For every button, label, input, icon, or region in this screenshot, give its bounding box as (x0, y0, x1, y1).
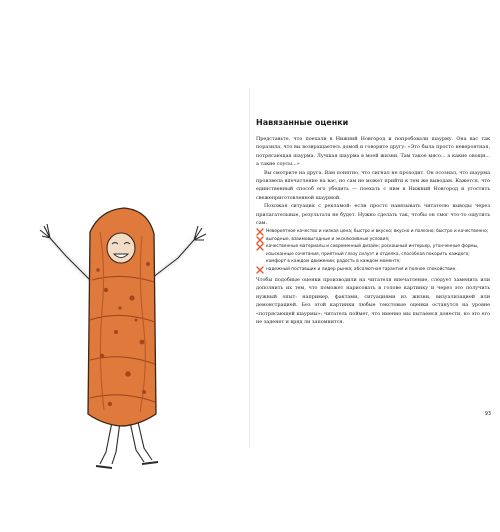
section-body (256, 135, 490, 326)
page-gutter (249, 88, 250, 448)
list-item-text: качественные материалы и современный дизайн; роскошный интерьер, утонченные формы, изысканные сочетания, приятный глазу силуэт и отделка, способная покорить каждого; комфорт в каждом движении; радость в каждом моменте; (266, 244, 479, 265)
list-item (256, 236, 490, 243)
list-item (256, 228, 490, 235)
list-item (256, 243, 490, 265)
paragraph-3: Похожая ситуация с рекламой: если просто навязывать читателю выводы через прилагательные, результата не будет. Нужно сделать так, чтобы он смог что-то ощутить сам. (256, 203, 490, 227)
right-leg (130, 422, 144, 462)
costume-drawing (40, 208, 206, 468)
list-item (256, 266, 490, 273)
page-number: 93 (484, 412, 491, 417)
list-item-text: надежный поставщик и лидер рынка; абсолютная гарантия и полное спокойствие. (266, 266, 457, 272)
paragraph-2: Вы смотрите на друга. Вам понятно, что сигнал не проходит. Он осознал, что шаурма произвела впечатление на вас, но сам не может прийти к тем же выводам. Кажется, что единственный способ его убедить — поехать с ним в Нижний Новгород и угостить свежеприготовленной шаурмой. (256, 169, 490, 201)
closing-paragraph: Чтобы подобные оценки производили на читателя впечатление, следует заменить или дополнить их тем, что поможет нарисовать в голове картинку и через это получить нужный опыт: например, фактами, ситуациями из жизни, визуализацией или демонстрацией. Без этой картинки любые текстовые оценки останутся на уровне «потрясающей шаурмы»: читатель поймет, что именно мы пытаемся донести, но это его не заденет и вряд ли запомнится. (256, 276, 490, 325)
section-title: Навязанные оценки (256, 118, 349, 127)
right-arm (152, 240, 194, 278)
adjective-examples-list (256, 228, 490, 272)
paragraph-1: Представьте, что поехали в Нижний Новгород и попробовали шаурму. Она вас так поразила, что вы возвращаетесь домой и говорите другу: «Это была просто невероятная, потрясающая шаурма. Лучшая шаурма в моей жизни. Там такое мясо... а какие овощи... а такие соусы...» (256, 136, 490, 168)
left-leg (100, 422, 112, 464)
face (107, 233, 135, 263)
person-in-shawarma-costume-icon (20, 160, 230, 480)
red-cross-icon (256, 243, 264, 251)
left-page (0, 0, 248, 532)
list-item-text: Невероятное качество и низкая цена; быстро и вкусно; вкусно и полезно; быстро и качественно; (266, 229, 489, 235)
red-cross-icon (256, 266, 264, 274)
right-page (256, 0, 496, 532)
list-item-text: выгодные, взаимовыгодные и эксклюзивные условия; (266, 236, 390, 242)
